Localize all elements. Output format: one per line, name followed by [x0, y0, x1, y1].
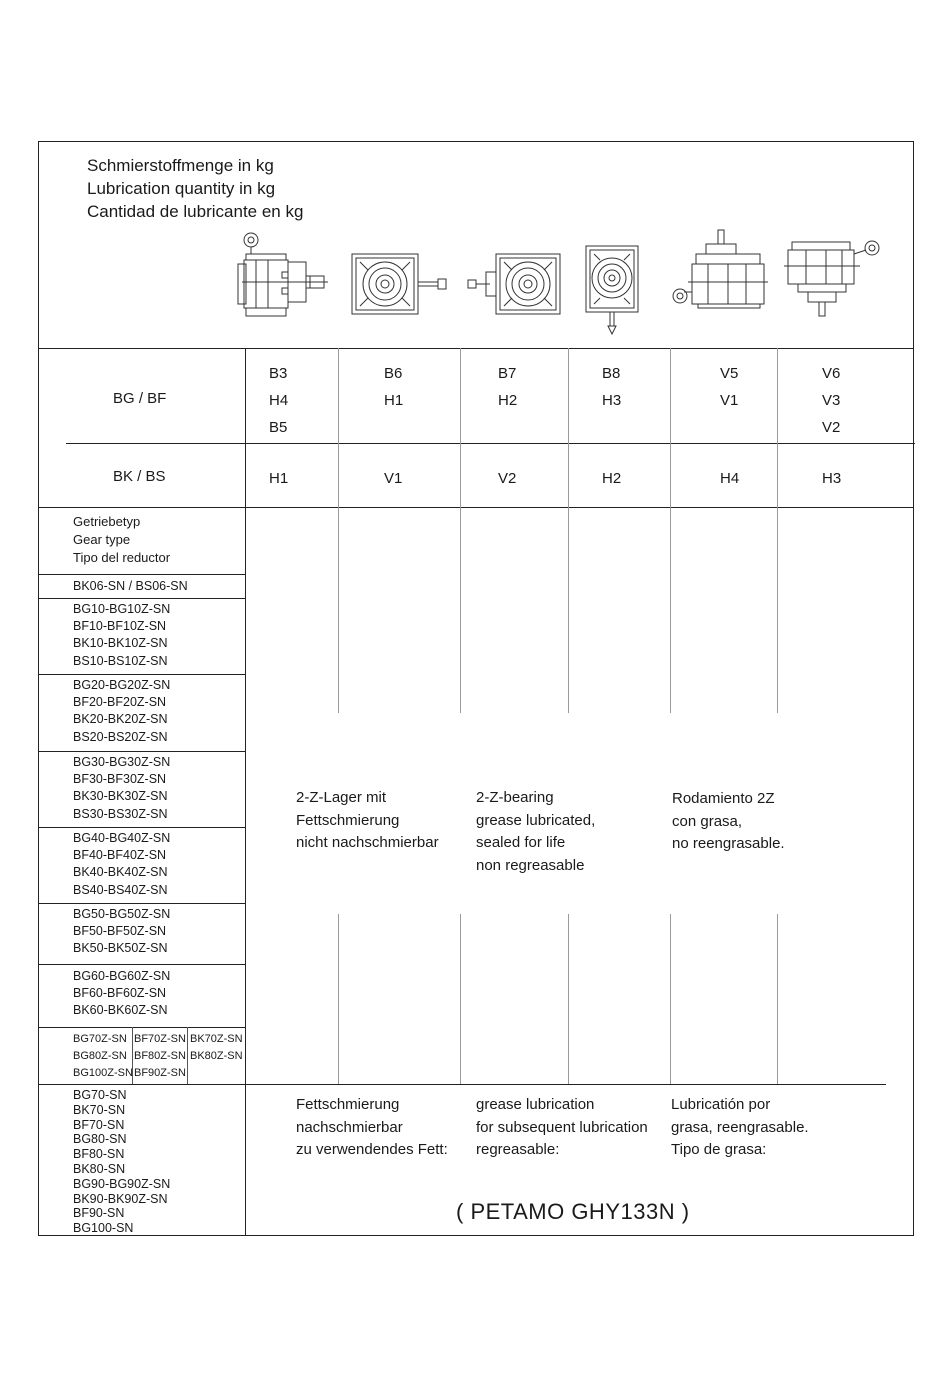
gearbox-b6-icon [346, 248, 456, 320]
column-line [670, 348, 671, 713]
gear-type-item: BK60-BK60Z-SN [73, 1003, 168, 1018]
gear-type-item: BG20-BG20Z-SN [73, 678, 171, 692]
note-line: nicht nachschmierbar [296, 834, 439, 851]
gear-group-divider [38, 903, 245, 904]
note-line: Fettschmierung [296, 1096, 400, 1113]
gear-group [73, 968, 170, 1020]
title-en: Lubrication quantity in kg [87, 179, 276, 198]
gear-type-item: BG90-BG90Z-SN [73, 1176, 171, 1191]
bkbs-position-value: H4 [720, 470, 740, 487]
gear-type-item: BF70Z-SN [134, 1033, 186, 1045]
gear-type-label: Gear type [73, 532, 131, 547]
note-line: grasa, reengrasable. [671, 1118, 809, 1136]
position-value: H2 [498, 392, 518, 409]
title-de: Schmierstoffmenge in kg [87, 156, 274, 175]
gear-group-divider [38, 574, 245, 575]
gear-type-item: BK06-SN / BS06-SN [73, 579, 188, 593]
bkbs-position-value: V1 [384, 470, 403, 487]
gear-type-item: BF60-BF60Z-SN [73, 986, 167, 1001]
bkbs-position-value: H2 [602, 470, 622, 487]
gear-type-item: BG30-BG30Z-SN [73, 755, 171, 769]
gear-grid-col [73, 1031, 133, 1082]
bkbs-position-value: V2 [498, 470, 517, 487]
grease-section-divider [38, 1084, 886, 1085]
grease-note-en [476, 1094, 648, 1162]
column-line [777, 348, 778, 713]
gear-group-divider [38, 674, 245, 675]
position-cell-b3 [269, 360, 288, 441]
gear-group [73, 754, 170, 823]
note-line: Lubricatión por [671, 1096, 771, 1113]
bgbf-divider [66, 443, 915, 444]
gear-group [73, 601, 170, 670]
gear-type-column-line [245, 348, 246, 1236]
note-line: regreasable: [476, 1141, 560, 1158]
note-line: no reengrasable. [672, 835, 785, 852]
gear-group [73, 830, 170, 899]
position-value: H3 [602, 392, 622, 409]
sealed-note-de [296, 787, 439, 855]
note-line: 2-Z-Lager mit [296, 789, 387, 806]
position-value: H4 [269, 392, 289, 409]
gearbox-b7-icon [462, 248, 566, 320]
gear-group-divider [38, 827, 245, 828]
bkbs-divider [38, 507, 914, 508]
gear-type-item: BF50-BF50Z-SN [73, 924, 167, 939]
gear-type-item: BS40-BS40Z-SN [73, 882, 168, 897]
position-cell-v5 [720, 360, 738, 414]
bkbs-position-value: H3 [822, 470, 842, 487]
gear-type-item: BK20-BK20Z-SN [73, 712, 168, 727]
position-cell-v6 [822, 360, 840, 441]
gear-type-item: BG100-SN [73, 1221, 134, 1236]
gear-type-item: BK80-SN [73, 1161, 126, 1176]
gear-group [73, 906, 170, 958]
note-line: non regreasable [476, 856, 585, 874]
gearbox-b3-icon [232, 228, 332, 324]
gear-type-label: Tipo del reductor [73, 550, 171, 565]
column-line [460, 914, 461, 1084]
gear-type-header [73, 513, 170, 567]
gear-type-item: BK90-BK90Z-SN [73, 1191, 168, 1206]
gear-group [73, 578, 188, 595]
position-value: B5 [269, 419, 288, 436]
sealed-note-en [476, 787, 595, 877]
position-cell-b6 [384, 360, 403, 414]
gear-type-item: BG100Z-SN [73, 1067, 133, 1079]
gear-type-item: BG40-BG40Z-SN [73, 831, 171, 845]
note-line: 2-Z-bearing [476, 789, 554, 806]
gear-type-item: BF30-BF30Z-SN [73, 772, 167, 787]
position-value: B6 [384, 365, 403, 382]
gear-type-item: BK10-BK10Z-SN [73, 636, 168, 651]
gearbox-v5-icon [668, 224, 772, 316]
gear-type-item: BS30-BS30Z-SN [73, 806, 168, 821]
note-line: zu verwendendes Fett: [296, 1141, 448, 1158]
gear-type-item: BF40-BF40Z-SN [73, 848, 167, 863]
gear-group-divider [38, 1027, 245, 1028]
gear-type-label: Getriebetyp [73, 514, 141, 529]
note-line: for subsequent lubrication [476, 1118, 648, 1136]
gear-type-item: BF20-BF20Z-SN [73, 695, 167, 710]
gear-type-item: BK80Z-SN [190, 1050, 243, 1062]
gear-type-item: BF80Z-SN [134, 1050, 186, 1062]
note-line: sealed for life [476, 834, 566, 851]
column-line [460, 348, 461, 713]
position-cell-b7 [498, 360, 517, 414]
position-value: B8 [602, 365, 621, 382]
gear-group [73, 677, 170, 746]
gear-grid-col [190, 1031, 244, 1065]
gear-type-item: BF10-BF10Z-SN [73, 619, 167, 634]
gear-type-item: BG70-SN [73, 1088, 127, 1102]
gear-type-item: BF90-SN [73, 1206, 125, 1221]
gear-type-item: BG10-BG10Z-SN [73, 602, 171, 616]
note-line: grease lubricated, [476, 811, 596, 829]
gear-type-item: BG70Z-SN [73, 1033, 127, 1045]
gear-type-item: BS10-BS10Z-SN [73, 653, 168, 668]
gear-type-item: BK50-BK50Z-SN [73, 941, 168, 956]
column-line [568, 914, 569, 1084]
gearbox-v6-icon [782, 236, 886, 324]
gear-type-item: BG80-SN [73, 1132, 127, 1147]
sealed-note-es [672, 788, 785, 856]
column-line [568, 348, 569, 713]
gear-type-item: BK70-SN [73, 1102, 126, 1117]
grease-note-de [296, 1094, 448, 1162]
gear-type-item: BG80Z-SN [73, 1050, 127, 1062]
note-line: Fettschmierung [296, 811, 400, 829]
position-value: V1 [720, 392, 739, 409]
column-line [338, 914, 339, 1084]
gear-type-item: BF80-SN [73, 1147, 125, 1162]
position-value: B3 [269, 365, 288, 382]
position-value: V2 [822, 419, 841, 436]
grease-note-es [671, 1094, 809, 1162]
note-line: Rodamiento 2Z [672, 790, 775, 807]
column-line [338, 348, 339, 713]
position-value: V6 [822, 365, 841, 382]
bkbs-position-value: H1 [269, 470, 289, 487]
bg-bf-label: BG / BF [113, 390, 167, 407]
gear-type-item: BG50-BG50Z-SN [73, 907, 171, 921]
gear-group-divider [38, 751, 245, 752]
grease-type: ( PETAMO GHY133N ) [456, 1199, 690, 1224]
header-divider [38, 348, 914, 349]
position-cell-b8 [602, 360, 621, 414]
gear-type-item: BF70-SN [73, 1117, 125, 1132]
position-value: V5 [720, 365, 739, 382]
note-line: grease lubrication [476, 1096, 595, 1113]
gear-type-item: BK40-BK40Z-SN [73, 865, 168, 880]
table-title [87, 154, 303, 223]
note-line: con grasa, [672, 812, 743, 830]
gear-grid-col [134, 1031, 188, 1082]
position-value: B7 [498, 365, 517, 382]
column-line [670, 914, 671, 1084]
note-line: Tipo de grasa: [671, 1141, 767, 1158]
column-line [777, 914, 778, 1084]
gear-type-item: BS20-BS20Z-SN [73, 729, 168, 744]
gear-type-item: BK30-BK30Z-SN [73, 789, 168, 804]
bk-bs-label: BK / BS [113, 468, 166, 485]
gear-type-item: BF90Z-SN [134, 1067, 186, 1079]
gear-group-divider [38, 598, 245, 599]
gear-type-item: BG60-BG60Z-SN [73, 969, 171, 983]
gear-group-large [73, 1088, 170, 1236]
gearbox-b8-icon [580, 242, 644, 338]
position-value: H1 [384, 392, 404, 409]
title-es: Cantidad de lubricante en kg [87, 202, 304, 221]
note-line: nachschmierbar [296, 1118, 403, 1136]
gear-group-divider [38, 964, 245, 965]
gear-type-item: BK70Z-SN [190, 1033, 243, 1045]
position-value: V3 [822, 392, 841, 409]
